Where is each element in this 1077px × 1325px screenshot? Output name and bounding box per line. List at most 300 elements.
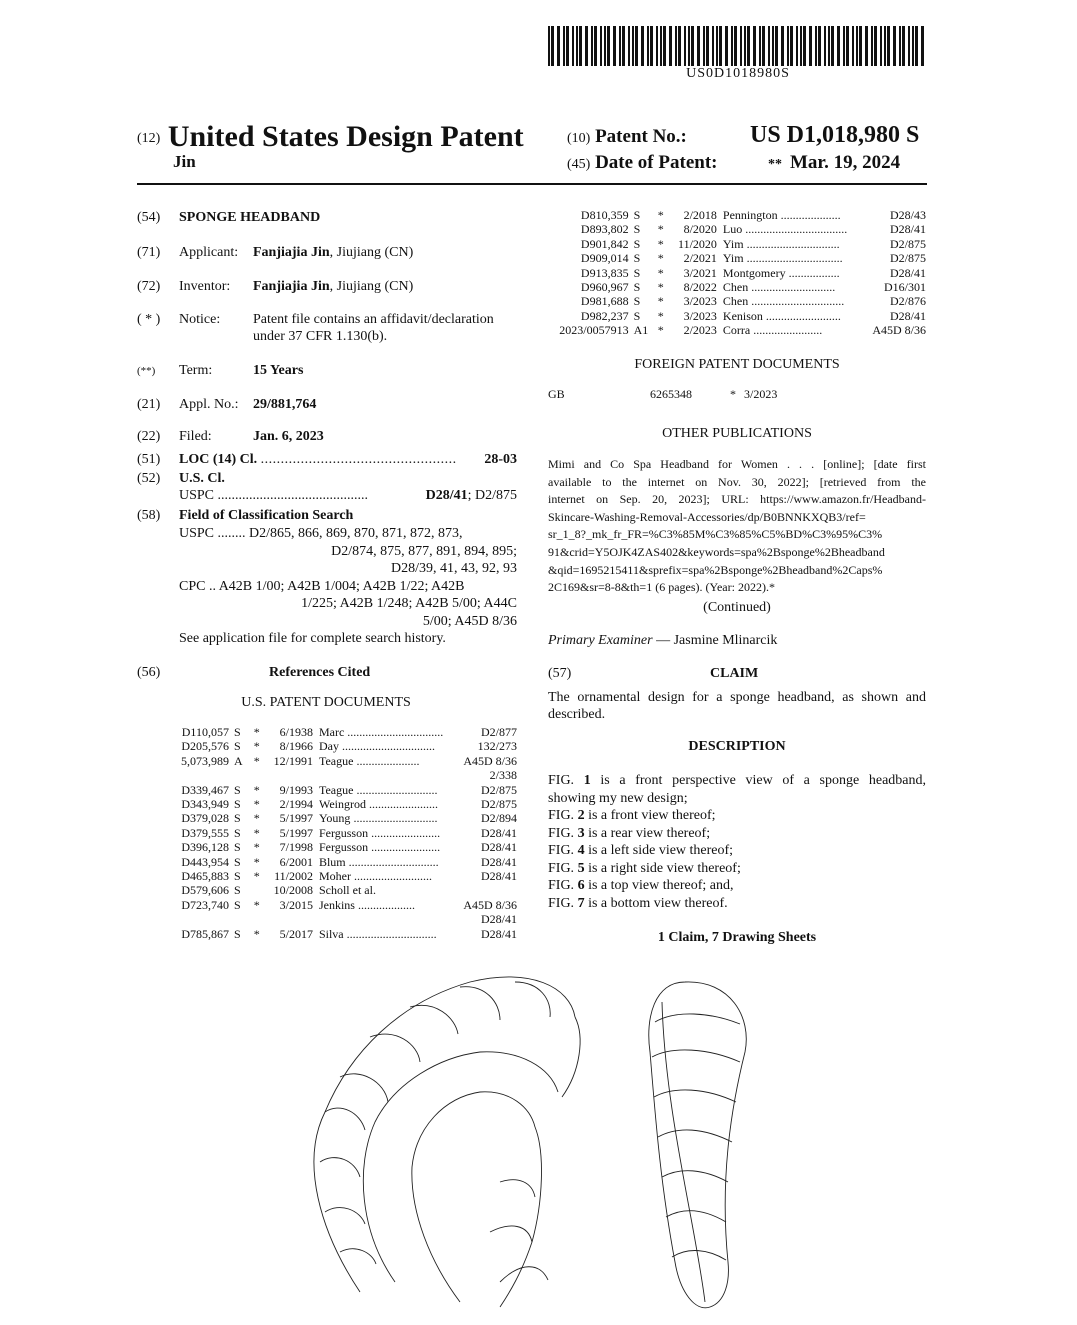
uspc-line-2: D2/874, 875, 877, 891, 894, 895; <box>331 543 517 559</box>
date-stars: ** <box>768 157 782 172</box>
label: LOC (14) Cl. <box>179 452 258 467</box>
barcode-bar <box>775 26 778 66</box>
ref-dots: ................. <box>788 265 840 280</box>
field-term <box>137 362 303 380</box>
barcode-bar <box>818 26 821 66</box>
barcode-bar <box>893 26 896 66</box>
ref-name: Luo <box>722 222 743 237</box>
ref-kind <box>229 768 247 782</box>
ref-number: D205,576 <box>181 739 229 754</box>
ref-star <box>247 912 266 926</box>
barcode-bar <box>809 26 812 66</box>
date-value: Mar. 19, 2024 <box>790 152 901 173</box>
field-21 <box>137 396 316 413</box>
ref-date: 2/2023 <box>683 323 717 338</box>
barcode-bar <box>887 26 890 66</box>
other-pub-line: 91&crid=Y5OJK4ZAS402&keywords=spa%2Bsponge%2Bheadband <box>548 544 885 559</box>
ref-kind: S <box>633 308 641 323</box>
fig-number: 2 <box>577 808 585 823</box>
ref-name <box>319 783 458 797</box>
ref-dots: ....................... <box>371 840 441 855</box>
ref-name: Teague <box>318 753 354 768</box>
other-pubs-heading: OTHER PUBLICATIONS <box>662 426 812 441</box>
ref-kind: S <box>233 854 241 869</box>
fig-number: 1 <box>583 773 591 788</box>
fig-text: is a rear view thereof; <box>588 825 711 841</box>
barcode-bar <box>852 26 854 66</box>
search-fields <box>179 525 517 648</box>
ref-kind: S <box>633 280 641 295</box>
ref-kind: S <box>633 222 641 237</box>
ref-class: D28/41 <box>890 222 926 237</box>
ref-name <box>319 912 458 926</box>
claim-text-line-1: The ornamental design for a sponge headband, as shown and <box>548 690 926 705</box>
ref-dots: ......................... <box>765 308 841 323</box>
dots: ................................................. <box>260 452 457 467</box>
ref-date: 5/2017 <box>279 926 313 941</box>
ref-name: Chen <box>722 280 749 295</box>
figure-description <box>548 842 926 860</box>
barcode-bar <box>846 26 849 66</box>
barcode-bar <box>768 26 770 66</box>
other-pub-line: &qid=1695215411&sprefix=spa%2Bsponge%2Bheadband%2Caps% <box>548 562 883 577</box>
barcode-bar <box>753 26 756 66</box>
barcode-bar <box>663 26 666 66</box>
barcode-bar <box>902 26 905 66</box>
ref-name <box>319 855 458 869</box>
ref-date: 2/2018 <box>683 208 717 222</box>
ref-class: 2/338 <box>489 768 517 783</box>
barcode-bar <box>706 26 709 66</box>
fig-number: 5 <box>577 860 585 876</box>
ref-date: 12/1991 <box>273 753 313 768</box>
ref-kind: S <box>233 897 241 912</box>
reference-row <box>171 797 517 811</box>
barcode-bar <box>557 26 560 66</box>
claim-heading-row <box>548 665 926 682</box>
ref-class: A45D 8/36 <box>463 897 517 912</box>
ref-star: * <box>657 236 664 251</box>
field-52 <box>137 470 225 487</box>
ref-date: 7/1998 <box>279 840 313 855</box>
other-pub-line: Mimi and Co Spa Headband for Women . . . [online]; [date first <box>548 457 926 471</box>
field-58 <box>137 507 353 524</box>
reference-row <box>171 840 517 854</box>
other-pub-line: sr_1_8?_mk_fr_FR=%C3%85M%C3%85%C5%BD%C3%95%C3% <box>548 527 883 542</box>
ref-star: * <box>253 869 260 884</box>
date-code: (45) <box>567 157 591 172</box>
ref-name: Teague <box>318 782 354 797</box>
ref-dots: ....................... <box>753 323 823 338</box>
ref-name <box>319 883 458 897</box>
ref-date: 5/1997 <box>279 811 313 826</box>
cpc-line-1: CPC .. A42B 1/00; A42B 1/004; A42B 1/22; A42B <box>179 578 465 594</box>
barcode-bar <box>619 26 621 66</box>
ref-number: D810,359 <box>580 208 629 222</box>
ref-name: Yim <box>722 236 744 251</box>
ref-class: 132/273 <box>477 739 517 754</box>
ref-star <box>247 768 266 782</box>
ref-class: A45D 8/36 <box>463 753 517 768</box>
us-docs-heading: U.S. PATENT DOCUMENTS <box>241 695 411 710</box>
ref-number: D913,835 <box>580 265 629 280</box>
barcode-bar <box>824 26 826 66</box>
barcode-bar <box>874 26 877 66</box>
dots: ........................................... <box>217 488 369 503</box>
other-publication <box>548 456 926 597</box>
ref-date: 10/2008 <box>273 883 313 898</box>
ref-name: Chen <box>722 294 749 309</box>
field-notice <box>137 311 494 328</box>
cpc-line-3: 5/00; A45D 8/36 <box>422 613 517 629</box>
date-label <box>567 152 717 174</box>
label: Term: <box>179 363 213 378</box>
barcode-bar <box>871 26 873 66</box>
barcode-bar <box>576 26 578 66</box>
reference-row <box>171 826 517 840</box>
barcode-bar <box>781 26 784 66</box>
barcode-bar <box>622 26 625 66</box>
ref-star: * <box>657 265 664 280</box>
code: (22) <box>137 429 161 444</box>
barcode-bar <box>787 26 789 66</box>
reference-row <box>171 768 517 782</box>
barcode-bar <box>884 26 886 66</box>
field-51 <box>137 451 517 468</box>
us-patent-references <box>171 725 517 941</box>
barcode-bar <box>796 26 798 66</box>
other-pub-line: Skincare-Washing-Removal-Accessories/dp/B0BNNKXQB3/ref= <box>548 509 866 524</box>
ref-class: A45D 8/36 <box>872 323 926 338</box>
barcode-bar <box>703 26 705 66</box>
ref-number: D723,740 <box>181 897 229 912</box>
barcode-bar <box>880 26 882 66</box>
code: (72) <box>137 279 161 294</box>
reference-row <box>171 725 517 739</box>
barcode-bar <box>744 26 746 66</box>
ref-name <box>319 739 458 753</box>
ref-class: D28/41 <box>481 869 517 884</box>
foreign-number: 6265348 <box>650 387 692 401</box>
field-72 <box>137 278 413 295</box>
ref-name <box>319 725 458 739</box>
ref-class: D28/41 <box>890 308 926 323</box>
ref-star: * <box>253 753 260 768</box>
label: Appl. No.: <box>179 397 239 412</box>
ref-date: 3/2015 <box>279 897 313 912</box>
term-value: 15 Years <box>253 363 304 378</box>
ref-name: Marc <box>318 725 345 739</box>
ref-class: D2/876 <box>890 294 926 309</box>
reference-row <box>552 266 926 280</box>
patent-no-label <box>567 126 687 148</box>
examiner-name: Jasmine Mlinarcik <box>673 633 778 648</box>
fig-number: 7 <box>577 895 585 911</box>
barcode-bar <box>585 26 588 66</box>
ref-star: * <box>253 725 260 739</box>
barcode-bar <box>650 26 653 66</box>
barcode-bar <box>912 26 914 66</box>
claim-text <box>548 689 926 723</box>
ref-star: * <box>253 739 260 754</box>
barcode-bar <box>803 26 806 66</box>
ref-dots: .............................. <box>346 926 437 941</box>
ref-dots: .................................. <box>745 222 848 237</box>
ref-name <box>319 754 458 768</box>
barcode-bar <box>688 26 690 66</box>
label: Notice: <box>179 312 221 327</box>
ref-number: 2023/0057913 <box>559 323 629 338</box>
reference-row <box>552 237 926 251</box>
ref-number: D379,028 <box>181 811 229 826</box>
label: Filed: <box>179 429 212 444</box>
figure-description <box>548 860 926 878</box>
barcode-bar <box>632 26 634 66</box>
barcode-bar <box>591 26 593 66</box>
ref-dots: ................... <box>357 897 415 912</box>
field-71 <box>137 244 413 261</box>
code: (58) <box>137 508 161 523</box>
code: (52) <box>137 471 161 486</box>
ref-kind: S <box>633 251 641 266</box>
fig-text: is a left side view thereof; <box>588 843 734 858</box>
ref-class: D28/41 <box>481 840 517 855</box>
barcode-bar <box>635 26 638 66</box>
ref-dots: ........................... <box>356 782 438 797</box>
figure-description <box>548 807 926 825</box>
other-pub-line: internet on Sep. 20, 2023]; URL: https://www.amazon.fr/Headband- <box>548 492 926 507</box>
barcode-bar <box>600 26 602 66</box>
ref-number: D893,802 <box>580 222 629 237</box>
ref-kind: S <box>233 883 241 898</box>
ref-kind: S <box>233 797 241 812</box>
ref-dots: ....................... <box>369 797 438 812</box>
barcode-bar <box>908 26 910 66</box>
ref-date: 2/1994 <box>279 797 313 812</box>
fig-prefix: FIG. <box>548 825 575 841</box>
reference-row <box>171 912 517 926</box>
ref-class: D28/43 <box>890 208 926 222</box>
ref-name <box>319 826 458 840</box>
code: (71) <box>137 245 161 260</box>
ref-class: D2/877 <box>481 725 517 739</box>
ref-number: D339,467 <box>181 782 229 797</box>
ref-class: D28/41 <box>481 926 517 941</box>
barcode-bar <box>628 26 630 66</box>
barcode-number: US0D1018980S <box>686 66 790 81</box>
barcode-bar <box>647 26 649 66</box>
ref-dots: ....................... <box>371 825 441 840</box>
ref-number: D909,014 <box>580 251 629 266</box>
ref-dots: ............................ <box>751 280 836 295</box>
ref-name: Blum <box>318 854 346 869</box>
barcode-bar <box>725 26 728 66</box>
barcode-bar <box>828 26 830 66</box>
reference-row <box>171 754 517 768</box>
ref-number: D579,606 <box>181 883 229 898</box>
ref-kind: S <box>633 208 641 222</box>
loc-value: 28-03 <box>484 452 517 467</box>
reference-row <box>171 811 517 825</box>
ref-star: * <box>657 222 664 237</box>
ref-dots: ................................ <box>746 251 843 266</box>
label: Applicant: <box>179 245 239 260</box>
barcode-bar <box>656 26 658 66</box>
other-pub-line: available to the internet on Nov. 30, 2022]; [retrieved from the <box>548 474 926 489</box>
ref-number <box>171 768 229 782</box>
filed-value: Jan. 6, 2023 <box>253 429 324 444</box>
ref-class: D28/41 <box>481 854 517 869</box>
barcode-bar <box>697 26 700 66</box>
foreign-docs-heading: FOREIGN PATENT DOCUMENTS <box>634 357 840 372</box>
ref-dots: .................... <box>780 208 841 222</box>
ref-number: D960,967 <box>580 280 629 295</box>
examiner-label: Primary Examiner <box>548 633 653 648</box>
ref-number: D901,842 <box>580 236 629 251</box>
ref-date: 8/2020 <box>683 222 717 237</box>
ref-class: D2/875 <box>481 782 517 797</box>
foreign-star: * <box>730 387 736 401</box>
ref-number: D465,883 <box>181 869 229 884</box>
code: (**) <box>137 365 156 377</box>
barcode-bar <box>772 26 774 66</box>
ref-name: Weingrod <box>318 797 366 812</box>
appl-no-value: 29/881,764 <box>253 397 317 412</box>
ref-star: * <box>253 797 260 812</box>
barcode-bar <box>604 26 606 66</box>
claim-heading: CLAIM <box>710 666 759 681</box>
ref-name: Scholl et al. <box>318 883 376 898</box>
ref-date: 6/2001 <box>279 854 313 869</box>
foreign-country: GB <box>548 387 565 401</box>
reference-row <box>552 309 926 323</box>
barcode-bar <box>731 26 733 66</box>
ref-name <box>319 927 458 941</box>
fig-prefix: FIG. <box>548 773 575 788</box>
fig-text: is a top view thereof; and, <box>588 878 734 893</box>
figure-descriptions <box>548 772 926 912</box>
ref-star: * <box>253 811 260 826</box>
barcode-bar <box>921 26 924 66</box>
ref-date: 8/2022 <box>683 280 717 295</box>
barcode-bar <box>815 26 817 66</box>
barcode-bar <box>719 26 722 66</box>
reference-row <box>552 323 926 337</box>
reference-row <box>171 927 517 941</box>
code: (56) <box>137 665 161 680</box>
ref-class: D16/301 <box>884 280 926 295</box>
ref-kind: S <box>233 782 241 797</box>
label: Field of Classification Search <box>179 508 354 523</box>
ref-kind: S <box>633 265 641 280</box>
front-perspective-headband <box>314 977 580 1307</box>
primary-examiner <box>548 632 777 649</box>
ref-number: D785,867 <box>181 926 229 941</box>
us-patent-references-continued <box>552 208 926 338</box>
side-view-headband <box>649 982 747 1308</box>
date-label-text: Date of Patent: <box>595 152 718 173</box>
ref-dots: .......................... <box>353 869 432 884</box>
ref-dots: ............................... <box>746 236 840 251</box>
label: U.S. Cl. <box>179 471 225 486</box>
reference-row <box>552 280 926 294</box>
ref-name <box>723 222 865 236</box>
notice-line-2: under 37 CFR 1.130(b). <box>253 329 388 344</box>
kind-code: (12) <box>137 131 161 147</box>
ref-star: * <box>253 854 260 869</box>
field-56 <box>137 664 517 681</box>
inventor-surname: Jin <box>173 152 196 171</box>
figure-description <box>548 790 926 808</box>
ref-number <box>171 912 229 926</box>
barcode-bar <box>831 26 834 66</box>
ref-kind: S <box>233 725 241 739</box>
ref-kind: S <box>233 869 241 884</box>
ref-class: D28/41 <box>481 825 517 840</box>
fig-prefix: FIG. <box>548 878 575 893</box>
ref-name: Corra <box>722 323 751 338</box>
ref-name: Kenison <box>722 308 763 323</box>
patent-no-code: (10) <box>567 131 591 146</box>
claim-text-line-2: described. <box>548 707 606 722</box>
barcode-bar <box>712 26 714 66</box>
patent-type-title <box>137 120 524 154</box>
reference-row <box>171 898 517 912</box>
ref-star: * <box>657 323 664 338</box>
barcode-bar <box>843 26 845 66</box>
code: ( * ) <box>137 312 161 327</box>
ref-name <box>723 237 865 251</box>
ref-kind: S <box>633 236 641 251</box>
uspc-line-1: USPC ........ D2/865, 866, 869, 870, 871, 872, 873, <box>179 526 463 541</box>
ref-dots: ............................ <box>353 811 438 826</box>
ref-kind: S <box>233 811 241 826</box>
fig-text: is a front view thereof; <box>588 808 716 823</box>
barcode-bar <box>613 26 616 66</box>
ref-class: D2/875 <box>481 797 517 812</box>
ref-date: 8/1966 <box>279 739 313 754</box>
reference-row <box>171 869 517 883</box>
figure-description <box>548 877 926 895</box>
ref-date: 6/1938 <box>279 725 313 739</box>
barcode-bar <box>759 26 761 66</box>
ref-star: * <box>657 251 664 266</box>
date-of-patent <box>768 152 900 174</box>
barcode-bar <box>641 26 644 66</box>
ref-dots: ..................... <box>356 753 420 768</box>
ref-number: D981,688 <box>580 294 629 309</box>
uspc-primary: D28/41 <box>425 488 468 503</box>
ref-name <box>319 768 458 782</box>
fig-text: is a bottom view thereof. <box>588 895 728 911</box>
label: Inventor: <box>179 279 231 294</box>
uspc-line <box>179 487 517 504</box>
barcode-bar <box>856 26 858 66</box>
barcode-bar <box>899 26 901 66</box>
claims-sheets: 1 Claim, 7 Drawing Sheets <box>657 930 817 945</box>
ref-dots: ............................... <box>341 739 435 754</box>
barcode-bar <box>678 26 681 66</box>
barcode-bar <box>607 26 610 66</box>
fig-text: showing my new design; <box>548 790 688 806</box>
ref-kind: S <box>233 840 241 855</box>
code: (21) <box>137 397 161 412</box>
ref-date: 9/1993 <box>279 782 313 797</box>
ref-name: Day <box>318 739 339 754</box>
other-pub-line: 2C169&sr=8-8&th=1 (6 pages). (Year: 2022).* <box>548 580 775 595</box>
ref-star: * <box>657 208 664 222</box>
ref-number: D110,057 <box>181 725 229 739</box>
